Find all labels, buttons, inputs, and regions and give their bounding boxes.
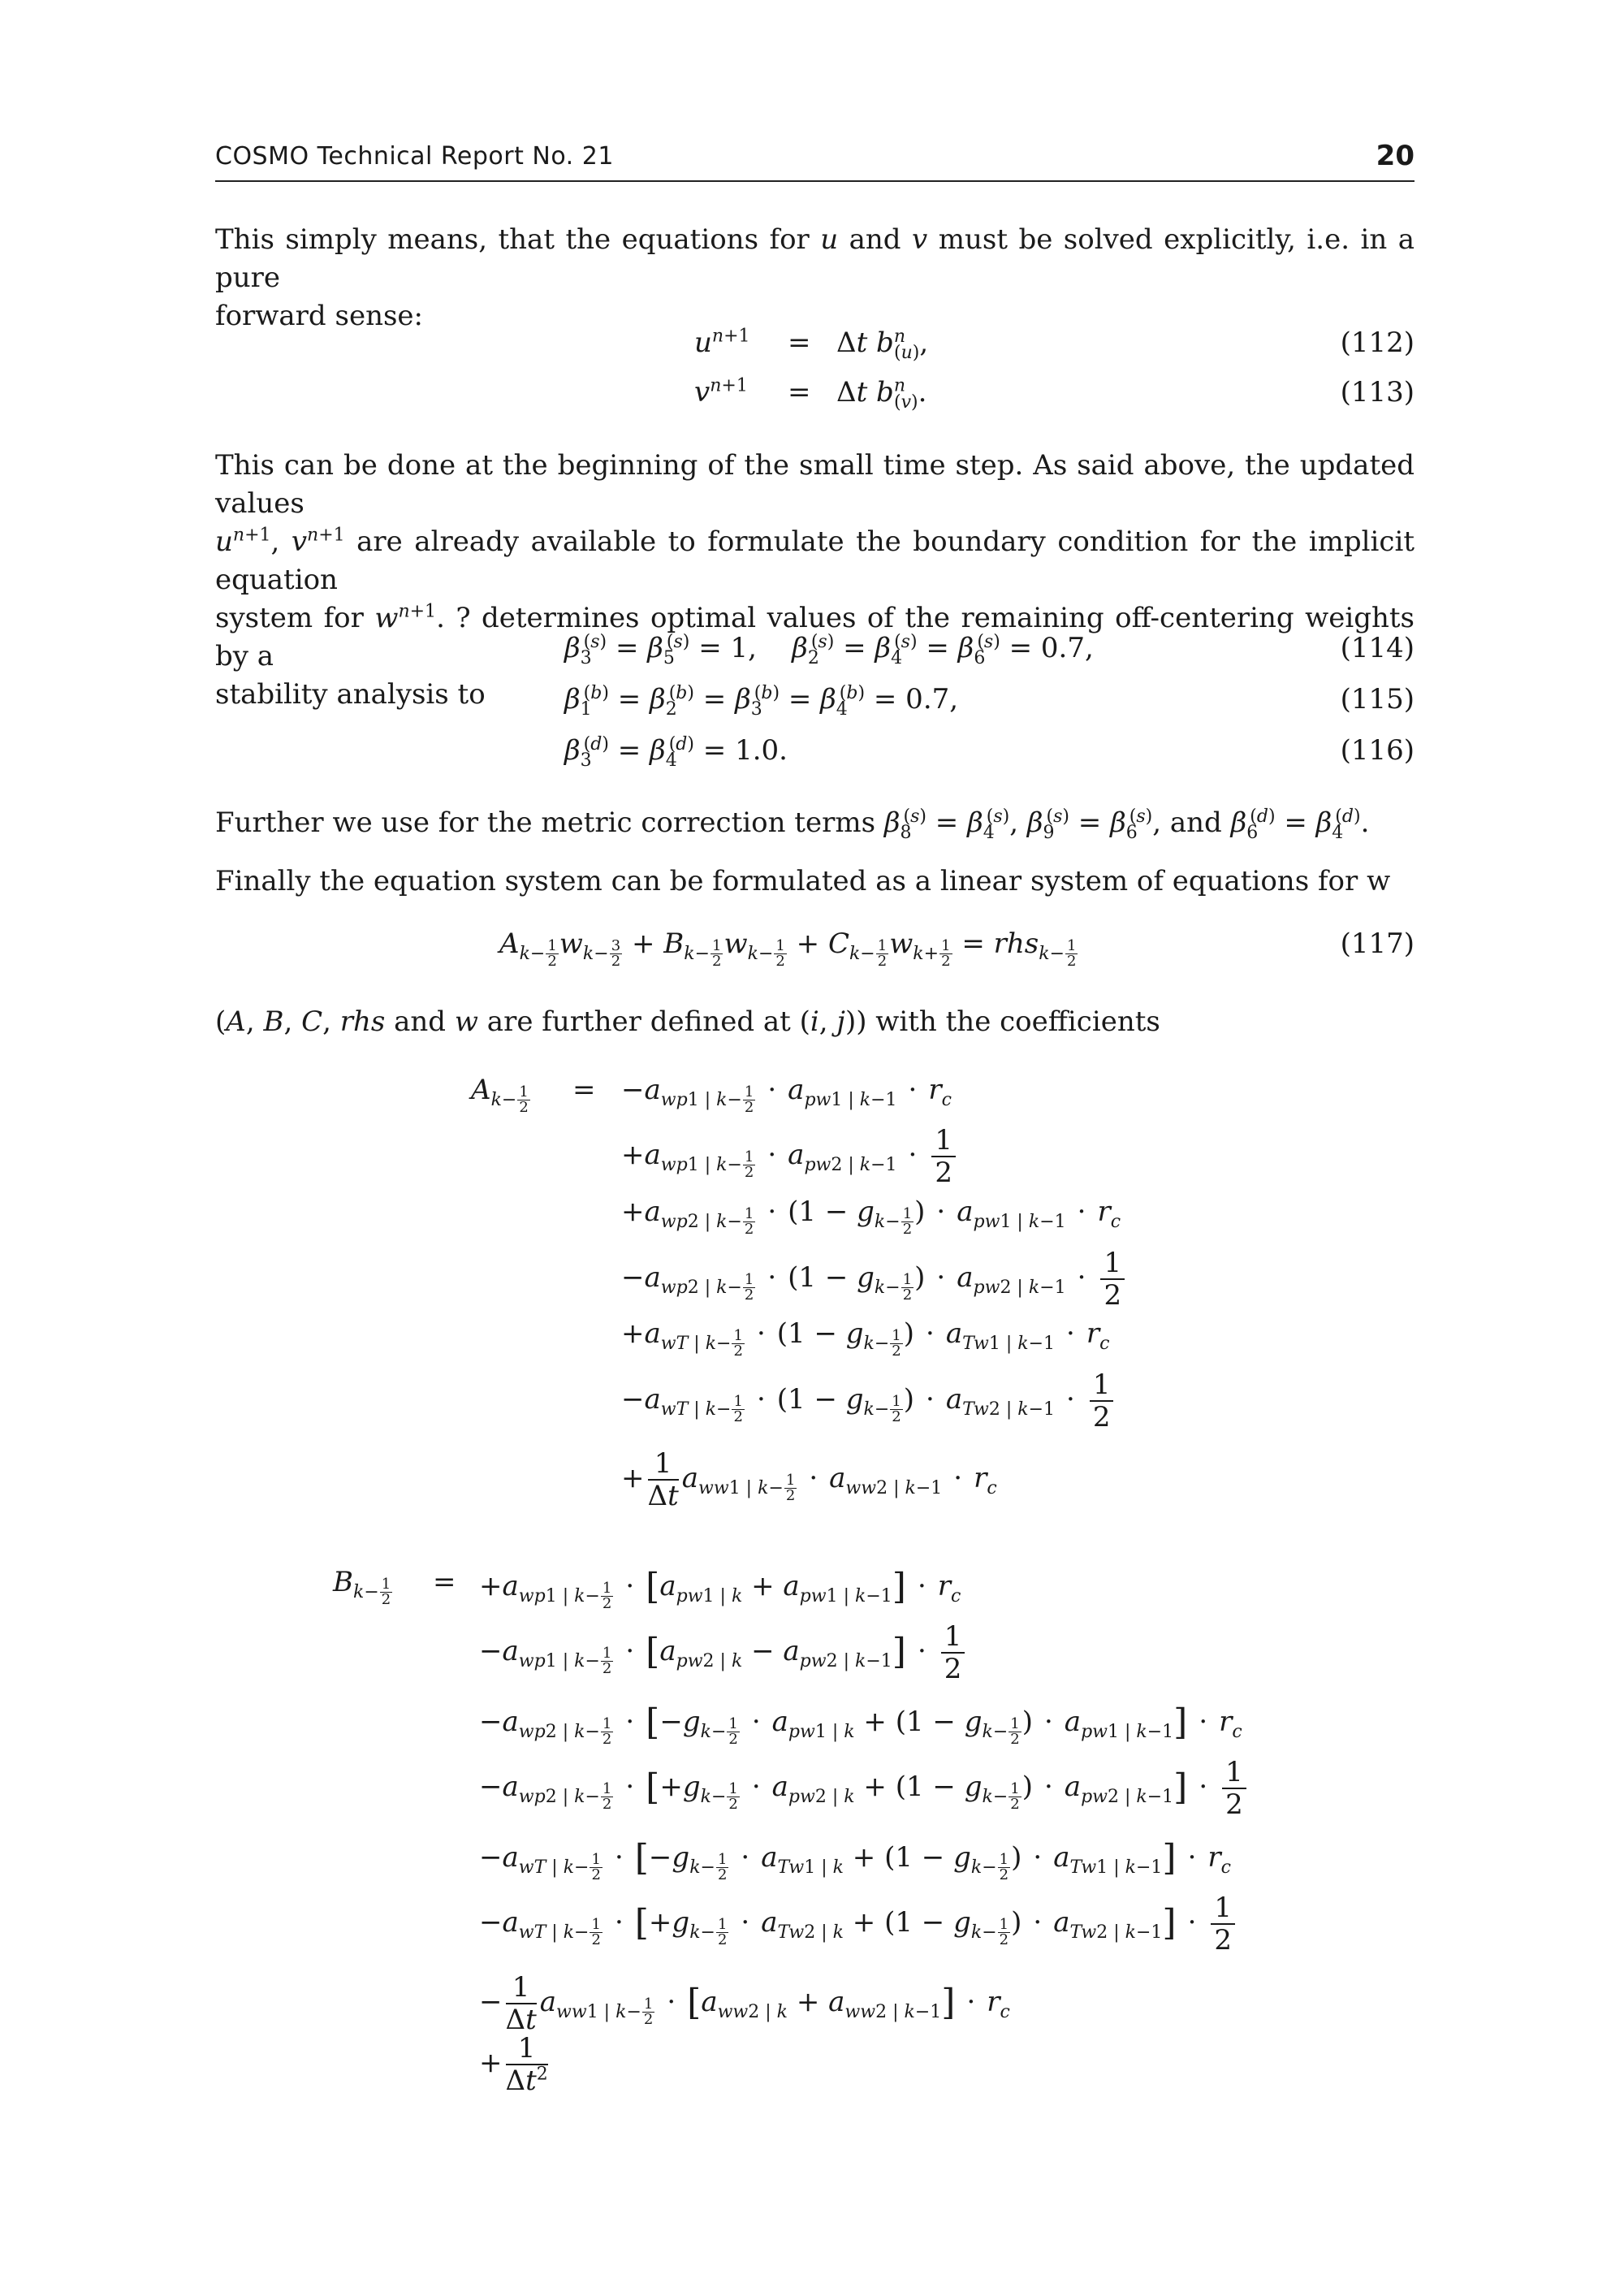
coefficient-A-term-7: + $\frac{1}{\Delta t}$ $a_{ww1 | k- \frac{1}{2}}$ · $a_{ww2 | k-1} \cdot r_c$ [621, 1447, 997, 1512]
header-divider [215, 180, 1415, 182]
coefficient-B-term-4: $-a_{wp2 | k- \frac{1}{2}}$ · [$+g_{k- \frac{1}{2}}$ · $a_{pw2 | k} + (1 - g_{k- \frac{1}{2}}$ ) · $a_{pw2 | k-1}$] · $\frac{1}{2}$ [479, 1758, 1250, 1818]
equation-114: $\beta_3^{(s)} = \beta_5^{(s)} = 1$, $\beta_2^{(s)} = \beta_4^{(s)} = \beta_6^{(s)} = 0.7$, [564, 631, 1094, 668]
equation-number-114: (114) [1340, 632, 1415, 664]
coefficient-B-term-3: $-a_{wp2 | k- \frac{1}{2}}$ · [$-g_{k- \frac{1}{2}}$ · $a_{pw1 | k} + (1 - g_{k- \frac{1}{2}}$ ) · $a_{pw1 | k-1}] \cdot r_c$ [479, 1701, 1242, 1749]
equation-number-115: (115) [1340, 683, 1415, 716]
paragraph-2-line-3: system for $w^{n+1}$. ? determines optimal values of the remaining off-centering weights by a [215, 601, 1415, 672]
coefficient-A-term-4: $-a_{wp2 | k- \frac{1}{2}}$ · ($1 - g_{k- \frac{1}{2}}$ ) · $a_{pw2 | k-1}$ · $\frac{1}{2}$ [621, 1249, 1128, 1309]
paragraph-1 [215, 221, 1415, 335]
coefficient-A-equals: = [572, 1074, 596, 1106]
paragraph-1-line-2: forward sense: [215, 300, 423, 332]
paragraph-3-intro: Further we use for the metric correction terms [215, 806, 876, 839]
running-header-title: COSMO Technical Report No. 21 [215, 142, 614, 171]
coefficient-A-term-6: $-a_{wT | k- \frac{1}{2}}$ · ($1 - g_{k- \frac{1}{2}}$ ) · $a_{Tw2 | k-1}$ · $\frac{1}{2}$ [621, 1371, 1116, 1431]
coefficient-B-term-1: $+a_{wp1 | k- \frac{1}{2}}$ · $[a_{pw1 | k} + a_{pw1 | k-1}] \cdot r_c$ [479, 1566, 961, 1613]
coefficient-B-term-7: − $\frac{1}{\Delta t}$ $a_{ww1 | k- \frac{1}{2}}$ · $[a_{ww2 | k} + a_{ww2 | k-1}] \cdot r_c$ [479, 1971, 1010, 2036]
paragraph-2-line-2: $u^{n+1}$, $v^{n+1}$ are already available to formulate the boundary condition for the implicit equation [215, 525, 1415, 596]
coefficient-A-lhs: $A_{k- \frac{1}{2}}$ [471, 1074, 529, 1117]
coefficient-B-term-6: $-a_{wT | k- \frac{1}{2}}$ · [$+g_{k- \frac{1}{2}}$ · $a_{Tw2 | k} + (1 - g_{k- \frac{1}{2}}$ ) · $a_{Tw2 | k-1}$] · $\frac{1}{2}$ [479, 1894, 1238, 1954]
paragraph-4: Finally the equation system can be formulated as a linear system of equations for w [215, 865, 1391, 897]
equation-number-113: (113) [1340, 376, 1415, 409]
equation-number-116: (116) [1340, 734, 1415, 767]
equation-number-112: (112) [1340, 326, 1415, 359]
coefficient-B-lhs: $B_{k- \frac{1}{2}}$ [333, 1566, 391, 1609]
equation-115: $\beta_1^{(b)} = \beta_2^{(b)} = \beta_3^{(b)} = \beta_4^{(b)} = 0.7$, [564, 682, 959, 720]
equation-112: $u^{n+1}$ = Δt $b^n_{(u)}$, [694, 326, 929, 363]
equation-113: $v^{n+1}$ = Δt $b^n_{(v)}$. [694, 375, 927, 413]
coefficient-B-term-2: $-a_{wp1 | k- \frac{1}{2}}$ · $[a_{pw2 | k} - a_{pw2 | k-1}]$ · $\frac{1}{2}$ [479, 1623, 968, 1683]
coefficient-B-equals: = [433, 1566, 456, 1598]
paragraph-2-line-4: stability analysis to [215, 678, 486, 711]
equation-number-117: (117) [1340, 927, 1415, 960]
coefficient-A-term-3: $+a_{wp2 | k- \frac{1}{2}}$ · ($1 - g_{k- \frac{1}{2}}$ ) · $a_{pw1 | k-1} \cdot r_c$ [621, 1196, 1121, 1239]
equation-116: $\beta_3^{(d)} = \beta_4^{(d)} = 1.0$. [564, 733, 788, 771]
coefficient-B-term-8: + $\frac{1}{\Delta t^2}$ [479, 2032, 548, 2097]
paragraph-1-line-1: This simply means, that the equations for u and v must be solved explicitly, i.e. in a pure [215, 223, 1415, 294]
paragraph-2 [215, 447, 1415, 720]
paragraph-2-line-1: This can be done at the beginning of the small time step. As said above, the updated values [215, 449, 1415, 520]
coefficient-B-term-5: $-a_{wT | k- \frac{1}{2}}$ · [$-g_{k- \frac{1}{2}}$ · $a_{Tw1 | k} + (1 - g_{k- \frac{1}{2}}$ ) · $a_{Tw1 | k-1}] \cdot r_c$ [479, 1837, 1231, 1884]
paragraph-3: Further we use for the metric correction terms $\beta_8^{(s)} = \beta_4^{(s)}$, $\beta_9^{(s)} = \beta_6^{(s)}$, and $\beta_6^{(d)} = \beta_4^{(d)}$. [215, 806, 1370, 843]
page-number: 20 [1376, 140, 1415, 172]
coefficient-A-term-5: $+a_{wT | k- \frac{1}{2}}$ · ($1 - g_{k- \frac{1}{2}}$ ) · $a_{Tw1 | k-1} \cdot r_c$ [621, 1317, 1110, 1360]
equation-117: $A_{k- \frac{1}{2}}$ $w_{k- \frac{3}{2}}$ + $B_{k- \frac{1}{2}}$ $w_{k- \frac{1}{2}}$ + $C_{k- \frac{1}{2}}$ $w_{k+ \frac{1}{2}}$ = rhs$_{k- \frac{1}{2}}$ [499, 927, 1077, 971]
paragraph-5: (A, B, C, rhs and w are further defined at (i, j)) with the coefficients [215, 1005, 1160, 1038]
coefficient-A-term-1: $-a_{wp1 | k- \frac{1}{2}}$ · $a_{pw1 | k-1} \cdot r_c$ [621, 1074, 952, 1117]
coefficient-A-term-2: $+a_{wp1 | k- \frac{1}{2}}$ · $a_{pw2 | k-1}$ · $\frac{1}{2}$ [621, 1126, 959, 1187]
